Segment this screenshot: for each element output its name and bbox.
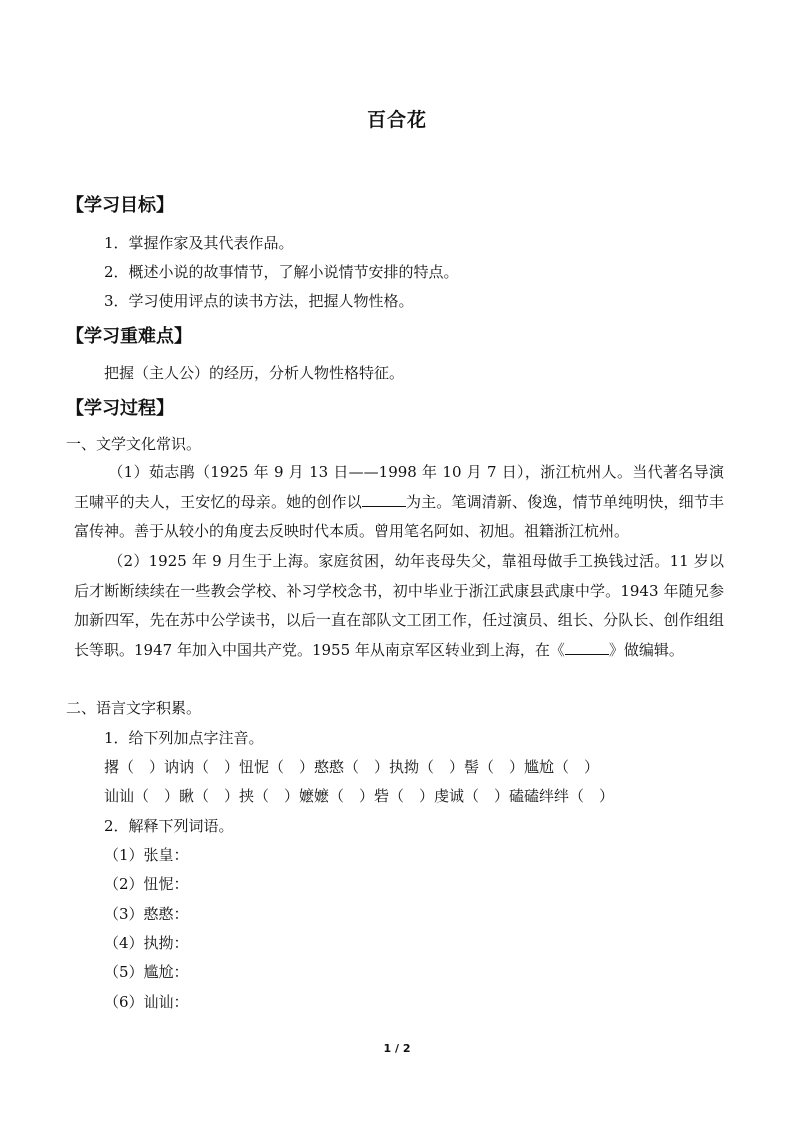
term-5: （5）尴尬： [104,963,189,981]
term-3: （3）憨憨： [104,905,189,923]
term-1: （1）张皇： [104,846,189,864]
part1-paragraph-1 [74,458,724,547]
goals-heading: 【学习目标】 [66,195,174,216]
part1-p2-after: 》做编辑。 [608,640,684,659]
part1-p1-before: （1）茹志鹃（1925 年 9 月 13 日——1998 年 10 月 7 日），浙江杭州人。当代著名导演王啸平的夫人，王安忆的母亲。她的创作以 [74,463,724,511]
part2-heading: 二、语言文字积累。 [66,699,202,717]
part1-heading: 一、文学文化常识。 [66,435,202,453]
key-points-heading: 【学习重难点】 [66,326,192,347]
page-number: 1 / 2 [383,1042,411,1055]
part1-p1-after: 为主。笔调清新、俊逸，情节单纯明快，细节丰富传神。善于从较小的角度去反映时代本质。曾用笔名阿如、初旭。祖籍浙江杭州。 [74,492,724,540]
goal-item-3: 3．学习使用评点的读书方法，把握人物性格。 [104,292,414,310]
part1-paragraph-2 [74,547,724,665]
pinyin-row-2: 讪讪（ ）瞅（ ）挟（ ）嬷嬷（ ）砦（ ）虔诚（ ）磕磕绊绊（ ） [104,787,615,805]
fill-blank-magazine[interactable] [565,639,609,655]
process-heading: 【学习过程】 [66,398,174,419]
pinyin-row-1: 撂（ ）讷讷（ ）忸怩（ ）憨憨（ ）执拗（ ）髻（ ）尴尬（ ） [104,758,600,776]
fill-blank-genre[interactable] [362,491,406,507]
term-4: （4）执拗： [104,934,189,952]
goal-item-1: 1．掌握作家及其代表作品。 [104,234,294,252]
part2-question-2: 2．解释下列词语。 [104,817,234,835]
term-6: （6）讪讪： [104,993,189,1011]
part1-p2-open: 《 [549,640,565,659]
part1-p2-before: （2）1925 年 9 月生于上海。家庭贫困，幼年丧母失父，靠祖母做手工换钱过活。11 岁以后才断断续续在一些教会学校、补习学校念书，初中毕业于浙江武康县武康中学。1943 年随兄参加新四军，先在苏中公学读书，以后一直在部队文工团工作，任过演员、组长、分队长、创作组组长等职。1947 年加入中国共产党。1955 年从南京军区转业到上海，在 [74,552,724,659]
goal-item-2: 2．概述小说的故事情节，了解小说情节安排的特点。 [104,263,459,281]
page-title: 百合花 [366,109,427,131]
key-points-text: 把握（主人公）的经历，分析人物性格特征。 [104,364,405,382]
part2-question-1: 1．给下列加点字注音。 [104,729,264,747]
term-2: （2）忸怩： [104,875,189,893]
